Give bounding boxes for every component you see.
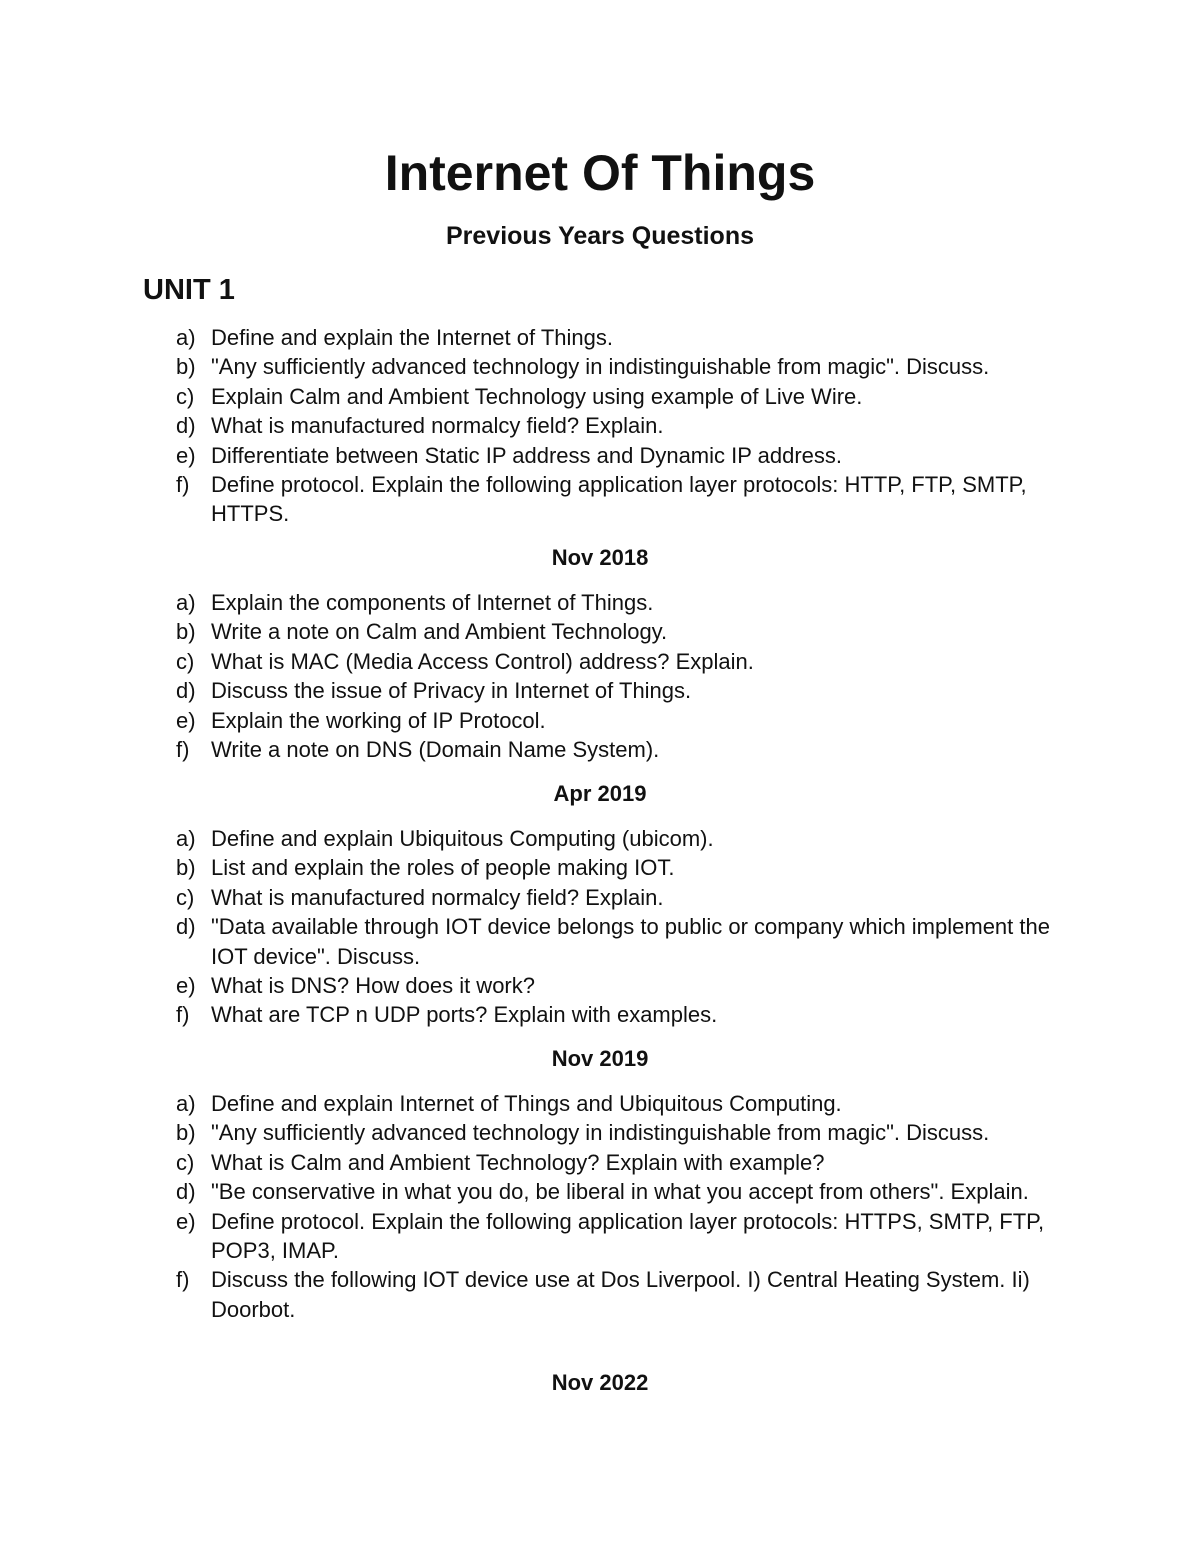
question-item [0, 706, 1200, 735]
question-marker: c) [176, 383, 195, 409]
question-text: What is manufactured normalcy field? Explain. [211, 884, 664, 910]
question-item [0, 411, 1200, 440]
question-marker: e) [176, 1208, 196, 1234]
question-text: Define and explain Ubiquitous Computing (ubicom). [211, 826, 714, 851]
question-marker: e) [176, 973, 196, 999]
question-text: Differentiate between Static IP address and Dynamic IP address. [211, 442, 843, 468]
question-marker: f) [176, 1002, 190, 1028]
section-heading-nov-2018: Nov 2018 [551, 545, 649, 570]
question-text: What is Calm and Ambient Technology? Explain with example? [211, 1149, 825, 1175]
question-text: Define protocol. Explain the following application layer protocols: HTTPS, SMTP, FTP, POP3, IMAP. [211, 1208, 1045, 1264]
question-marker: d) [176, 914, 196, 940]
question-marker: d) [176, 413, 196, 439]
question-item [0, 676, 1200, 705]
question-marker: a) [176, 1091, 196, 1116]
question-item [0, 323, 1200, 352]
question-text: Explain the working of IP Protocol. [211, 707, 546, 733]
question-item [0, 470, 1200, 529]
question-item [0, 382, 1200, 411]
question-marker: f) [176, 737, 190, 763]
question-marker: a) [176, 325, 196, 350]
question-item [0, 617, 1200, 646]
section-heading-nov-2019: Nov 2019 [551, 1046, 649, 1071]
question-text: Discuss the issue of Privacy in Internet of Things. [211, 678, 692, 704]
question-marker: b) [176, 619, 196, 645]
question-item [0, 1207, 1200, 1266]
question-item [0, 824, 1200, 853]
question-item [0, 912, 1200, 971]
question-item [0, 1177, 1200, 1206]
question-text: "Any sufficiently advanced technology in indistinguishable from magic". Discuss. [211, 1120, 990, 1146]
question-marker: b) [176, 1120, 196, 1146]
nov-2018-question-list [0, 588, 1200, 764]
question-marker: e) [176, 442, 196, 468]
question-item [0, 971, 1200, 1000]
question-marker: f) [176, 1267, 190, 1293]
question-text: Explain the components of Internet of Things. [211, 590, 654, 615]
question-text: Define and explain the Internet of Things. [211, 325, 613, 350]
apr-2019-question-list [0, 824, 1200, 1030]
question-item [0, 441, 1200, 470]
question-item [0, 647, 1200, 676]
question-marker: a) [176, 826, 196, 851]
nov-2019-question-list [0, 1089, 1200, 1324]
question-text: What are TCP n UDP ports? Explain with examples. [211, 1002, 718, 1028]
question-item [0, 588, 1200, 617]
question-item [0, 1265, 1200, 1324]
question-item [0, 1089, 1200, 1118]
question-text: "Be conservative in what you do, be liberal in what you accept from others". Explain. [211, 1179, 1029, 1205]
question-text: Define protocol. Explain the following application layer protocols: HTTP, FTP, SMTP, HTTPS. [211, 472, 1027, 527]
document-subtitle: Previous Years Questions [445, 222, 755, 250]
question-text: What is MAC (Media Access Control) address? Explain. [211, 648, 754, 674]
question-text: Define and explain Internet of Things and Ubiquitous Computing. [211, 1091, 842, 1116]
question-item [0, 1118, 1200, 1147]
question-text: "Any sufficiently advanced technology in indistinguishable from magic". Discuss. [211, 354, 990, 380]
question-item [0, 883, 1200, 912]
question-marker: f) [176, 472, 190, 498]
section-heading-nov-2022: Nov 2022 [551, 1370, 649, 1395]
question-marker: e) [176, 707, 196, 733]
section-heading-apr-2019: Apr 2019 [553, 781, 647, 806]
question-item [0, 1000, 1200, 1029]
question-text: Write a note on DNS (Domain Name System). [211, 737, 660, 763]
question-text: What is DNS? How does it work? [211, 973, 535, 999]
question-marker: c) [176, 1149, 195, 1175]
question-text: "Data available through IOT device belongs to public or company which implement the IOT device". Discuss. [211, 914, 1050, 969]
question-marker: c) [176, 648, 195, 674]
question-text: What is manufactured normalcy field? Explain. [211, 413, 664, 439]
question-text: Explain Calm and Ambient Technology using example of Live Wire. [211, 383, 863, 409]
question-marker: d) [176, 1179, 196, 1205]
question-item [0, 735, 1200, 764]
question-marker: a) [176, 590, 196, 615]
unit-1-question-list [0, 323, 1200, 529]
document-title: Internet Of Things [384, 145, 816, 201]
question-marker: b) [176, 855, 196, 881]
question-marker: c) [176, 884, 195, 910]
question-item [0, 1148, 1200, 1177]
question-marker: b) [176, 354, 196, 380]
question-item [0, 352, 1200, 381]
question-text: List and explain the roles of people making IOT. [211, 855, 675, 881]
question-text: Write a note on Calm and Ambient Technology. [211, 619, 668, 645]
question-text: Discuss the following IOT device use at Dos Liverpool. I) Central Heating System. Ii) Doorbot. [211, 1267, 1030, 1322]
question-marker: d) [176, 678, 196, 704]
unit-heading: UNIT 1 [143, 274, 235, 306]
question-item [0, 853, 1200, 882]
